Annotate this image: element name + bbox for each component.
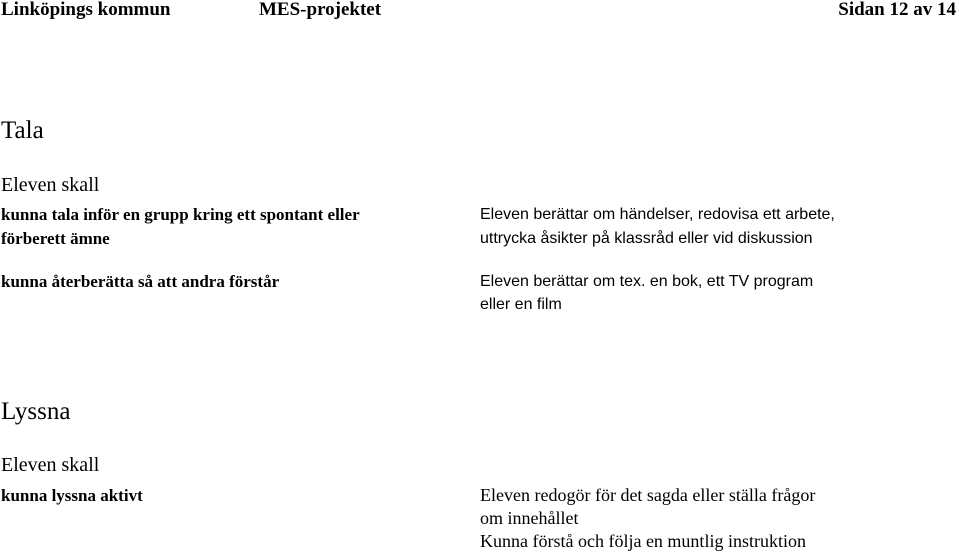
section-title: Lyssna [1,398,71,425]
goal-line: kunna återberätta så att andra förstår [1,272,280,291]
goal-line: kunna tala inför en grupp kring ett spontant eller [1,205,360,224]
example-line: Kunna förstå och följa en muntlig instruktion [480,531,806,551]
example-line: eller en film [480,296,562,313]
example-line: om innehållet [480,508,579,528]
example-line: uttrycka åsikter på klassråd eller vid diskussion [480,230,813,247]
section-subtitle: Eleven skall [1,174,100,196]
section-subtitle: Eleven skall [1,454,100,476]
header-page-number: Sidan 12 av 14 [838,0,956,20]
example-line: Eleven berättar om händelser, redovisa ett arbete, [480,206,835,223]
header-project: MES-projektet [259,0,382,20]
example-line: Eleven redogör för det sagda eller ställa frågor [480,485,816,505]
example-line: Eleven berättar om tex. en bok, ett TV program [480,273,814,290]
goal-line: kunna lyssna aktivt [1,486,143,505]
section-title: Tala [1,117,44,144]
goal-line: förberett ämne [1,229,110,248]
header-organization: Linköpings kommun [1,0,171,20]
